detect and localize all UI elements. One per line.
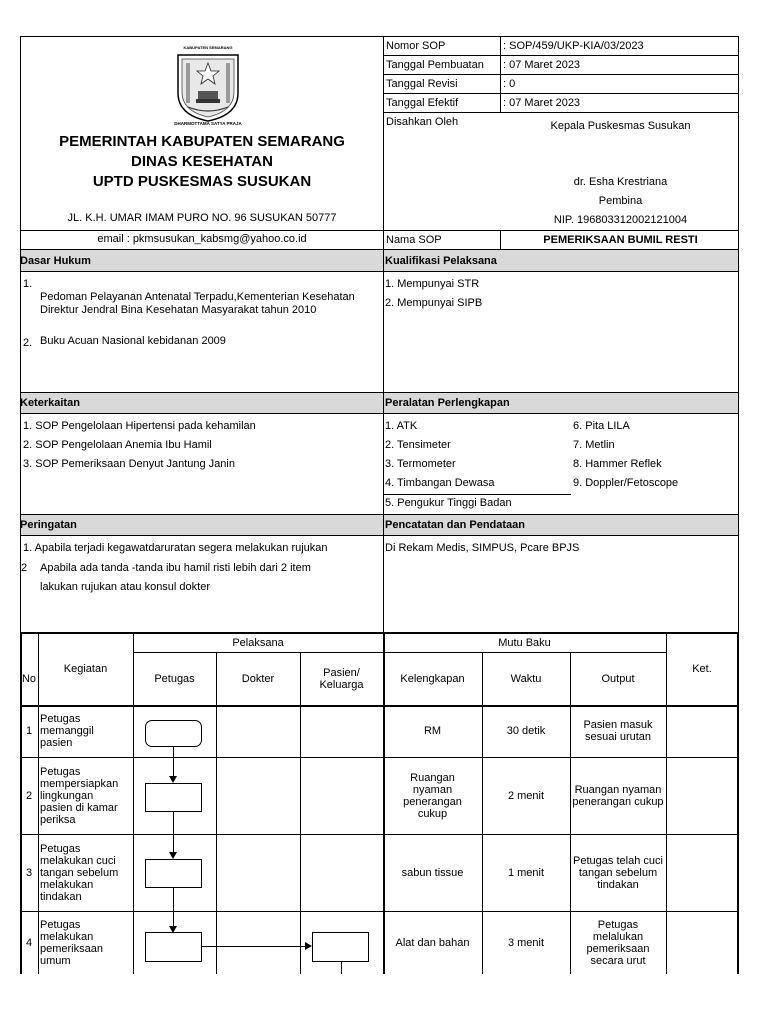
dasar-hukum-item1-line1: Pedoman Pelayanan Antenatal Terpadu,Kementerian Kesehatan: [40, 291, 355, 303]
peringatan-line-2-num: 2: [21, 562, 28, 574]
emblem-shield-icon: [168, 45, 248, 125]
flow-start-terminator: [145, 720, 202, 747]
col-header-kegiatan: Kegiatan: [63, 662, 108, 675]
row-output: Ruangan nyaman penerangan cukup: [572, 783, 664, 808]
row-waktu: 1 menit: [507, 866, 545, 879]
peralatan-item-3: 3. Termometer: [385, 458, 456, 470]
keterkaitan-title: Keterkaitan: [20, 397, 80, 409]
peralatan-item-7: 7. Metlin: [573, 439, 615, 451]
dasar-hukum-item2-text: Buku Acuan Nasional kebidanan 2009: [40, 335, 226, 347]
kualifikasi-item-2: 2. Mempunyai SIPB: [385, 297, 483, 309]
org-line-3: UPTD PUSKESMAS SUSUKAN: [92, 173, 312, 190]
keterkaitan-item-2: 2. SOP Pengelolaan Anemia Ibu Hamil: [23, 439, 212, 451]
dasar-hukum-item1-num: 1.: [23, 278, 33, 290]
row-no: 1: [25, 725, 33, 737]
flow-process-box: [312, 932, 369, 962]
meta-label-nomor: Nomor SOP: [386, 40, 446, 52]
col-header-petugas: Petugas: [154, 672, 195, 685]
row-kegiatan: Petugas memanggil pasien: [40, 713, 94, 749]
meta-label-efektif: Tanggal Efektif: [386, 97, 459, 109]
col-header-ket: Ket.: [692, 662, 712, 675]
row-no: 3: [25, 866, 33, 879]
flow-arrow-down-icon: [169, 776, 177, 783]
peralatan-item-8: 8. Hammer Reflek: [573, 458, 662, 470]
dasar-hukum-item2-num: 2.: [23, 337, 33, 349]
col-header-waktu: Waktu: [510, 672, 542, 685]
flow-process-box: [145, 783, 202, 812]
row-kegiatan: Petugas melakukan pemeriksaan umum: [40, 918, 103, 967]
emblem-top-label: KABUPATEN SEMARANG: [183, 45, 233, 50]
col-header-output: Output: [601, 672, 635, 685]
peringatan-line-1: 1. Apabila terjadi kegawatdaruratan segera melakukan rujukan: [23, 542, 328, 554]
peralatan-item-6: 6. Pita LILA: [573, 420, 630, 432]
approver-title: Kepala Puskesmas Susukan: [550, 120, 691, 132]
peringatan-line-3: lakukan rujukan atau konsul dokter: [40, 581, 210, 593]
row-output: Petugas telah cuci tangan sebelum tindakan: [573, 854, 663, 891]
sop-name-label: Nama SOP: [386, 234, 442, 246]
meta-value-revisi: : 0: [503, 78, 516, 90]
col-header-pasien: Pasien/ Keluarga: [319, 666, 364, 691]
row-waktu: 2 menit: [507, 789, 545, 802]
meta-value-pembuatan: : 07 Maret 2023: [503, 59, 581, 71]
meta-label-pembuatan: Tanggal Pembuatan: [386, 59, 484, 71]
col-header-kelengkapan: Kelengkapan: [400, 672, 465, 685]
meta-value-nomor: : SOP/459/UKP-KIA/03/2023: [503, 40, 644, 52]
org-email: email : pkmsusukan_kabsmg@yahoo.co.id: [97, 233, 307, 245]
peralatan-item-1: 1. ATK: [385, 420, 418, 432]
row-no: 2: [25, 789, 33, 802]
row-kelengkapan: sabun tissue: [401, 866, 464, 879]
sop-name-value: PEMERIKSAAN BUMIL RESTI: [543, 234, 698, 246]
group-header-pelaksana: Pelaksana: [232, 637, 284, 649]
group-header-mutu: Mutu Baku: [498, 637, 551, 649]
flow-arrow-right-icon: [305, 942, 312, 950]
row-output: Pasien masuk sesuai urutan: [583, 719, 653, 743]
meta-value-efektif: : 07 Maret 2023: [503, 97, 581, 109]
kualifikasi-item-1: 1. Mempunyai STR: [385, 278, 480, 290]
peralatan-item-5: 5. Pengukur Tinggi Badan: [385, 497, 512, 509]
approved-label: Disahkan Oleh: [386, 116, 459, 128]
row-kegiatan: Petugas mempersiapkan lingkungan pasien di kamar periksa: [40, 765, 119, 826]
row-no: 4: [25, 936, 33, 949]
col-header-no: No: [21, 672, 37, 685]
peralatan-item-2: 2. Tensimeter: [385, 439, 451, 451]
keterkaitan-item-1: 1. SOP Pengelolaan Hipertensi pada kehamilan: [23, 420, 256, 432]
approver-nip: NIP. 196803312002121004: [553, 214, 688, 226]
peralatan-item-4: 4. Timbangan Dewasa: [385, 477, 495, 489]
peringatan-line-2: Apabila ada tanda -tanda ibu hamil risti lebih dari 2 item: [40, 562, 311, 574]
peralatan-item-9: 9. Doppler/Fetoscope: [573, 477, 679, 489]
flow-process-box: [145, 859, 202, 888]
approver-name: dr. Esha Krestriana: [573, 176, 668, 188]
row-kelengkapan: Alat dan bahan: [395, 936, 470, 949]
row-kelengkapan: RM: [423, 725, 442, 737]
dasar-hukum-title: Dasar Hukum: [20, 255, 91, 267]
flow-arrow-down-icon: [169, 852, 177, 859]
row-waktu: 30 detik: [506, 725, 546, 737]
meta-label-revisi: Tanggal Revisi: [386, 78, 458, 90]
flow-process-box: [145, 932, 202, 962]
row-kegiatan: Petugas melakukan cuci tangan sebelum melakukan tindakan: [40, 842, 119, 903]
pencatatan-text: Di Rekam Medis, SIMPUS, Pcare BPJS: [385, 542, 580, 554]
org-address: JL. K.H. UMAR IMAM PURO NO. 96 SUSUKAN 50777: [67, 212, 337, 224]
row-waktu: 3 menit: [507, 936, 545, 949]
peringatan-title: Peringatan: [20, 519, 77, 531]
col-header-dokter: Dokter: [241, 672, 275, 685]
row-kelengkapan: Ruangan nyaman penerangan cukup: [403, 771, 462, 820]
org-line-2: DINAS KESEHATAN: [131, 153, 273, 170]
regency-emblem: [168, 45, 248, 125]
pencatatan-title: Pencatatan dan Pendataan: [385, 519, 525, 531]
row-output: Petugas melalukan pemeriksaan secara urut: [586, 918, 650, 967]
dasar-hukum-item1-line2: Direktur Jendral Bina Kesehatan Masyarakat tahun 2010: [40, 304, 317, 316]
approver-rank: Pembina: [598, 195, 643, 207]
org-line-1: PEMERINTAH KABUPATEN SEMARANG: [59, 133, 345, 150]
kualifikasi-title: Kualifikasi Pelaksana: [385, 255, 497, 267]
peralatan-title: Peralatan Perlengkapan: [385, 397, 510, 409]
keterkaitan-item-3: 3. SOP Pemeriksaan Denyut Jantung Janin: [23, 458, 235, 470]
emblem-motto: DHARMOTTAMA SATYA PRAJA: [174, 121, 242, 126]
